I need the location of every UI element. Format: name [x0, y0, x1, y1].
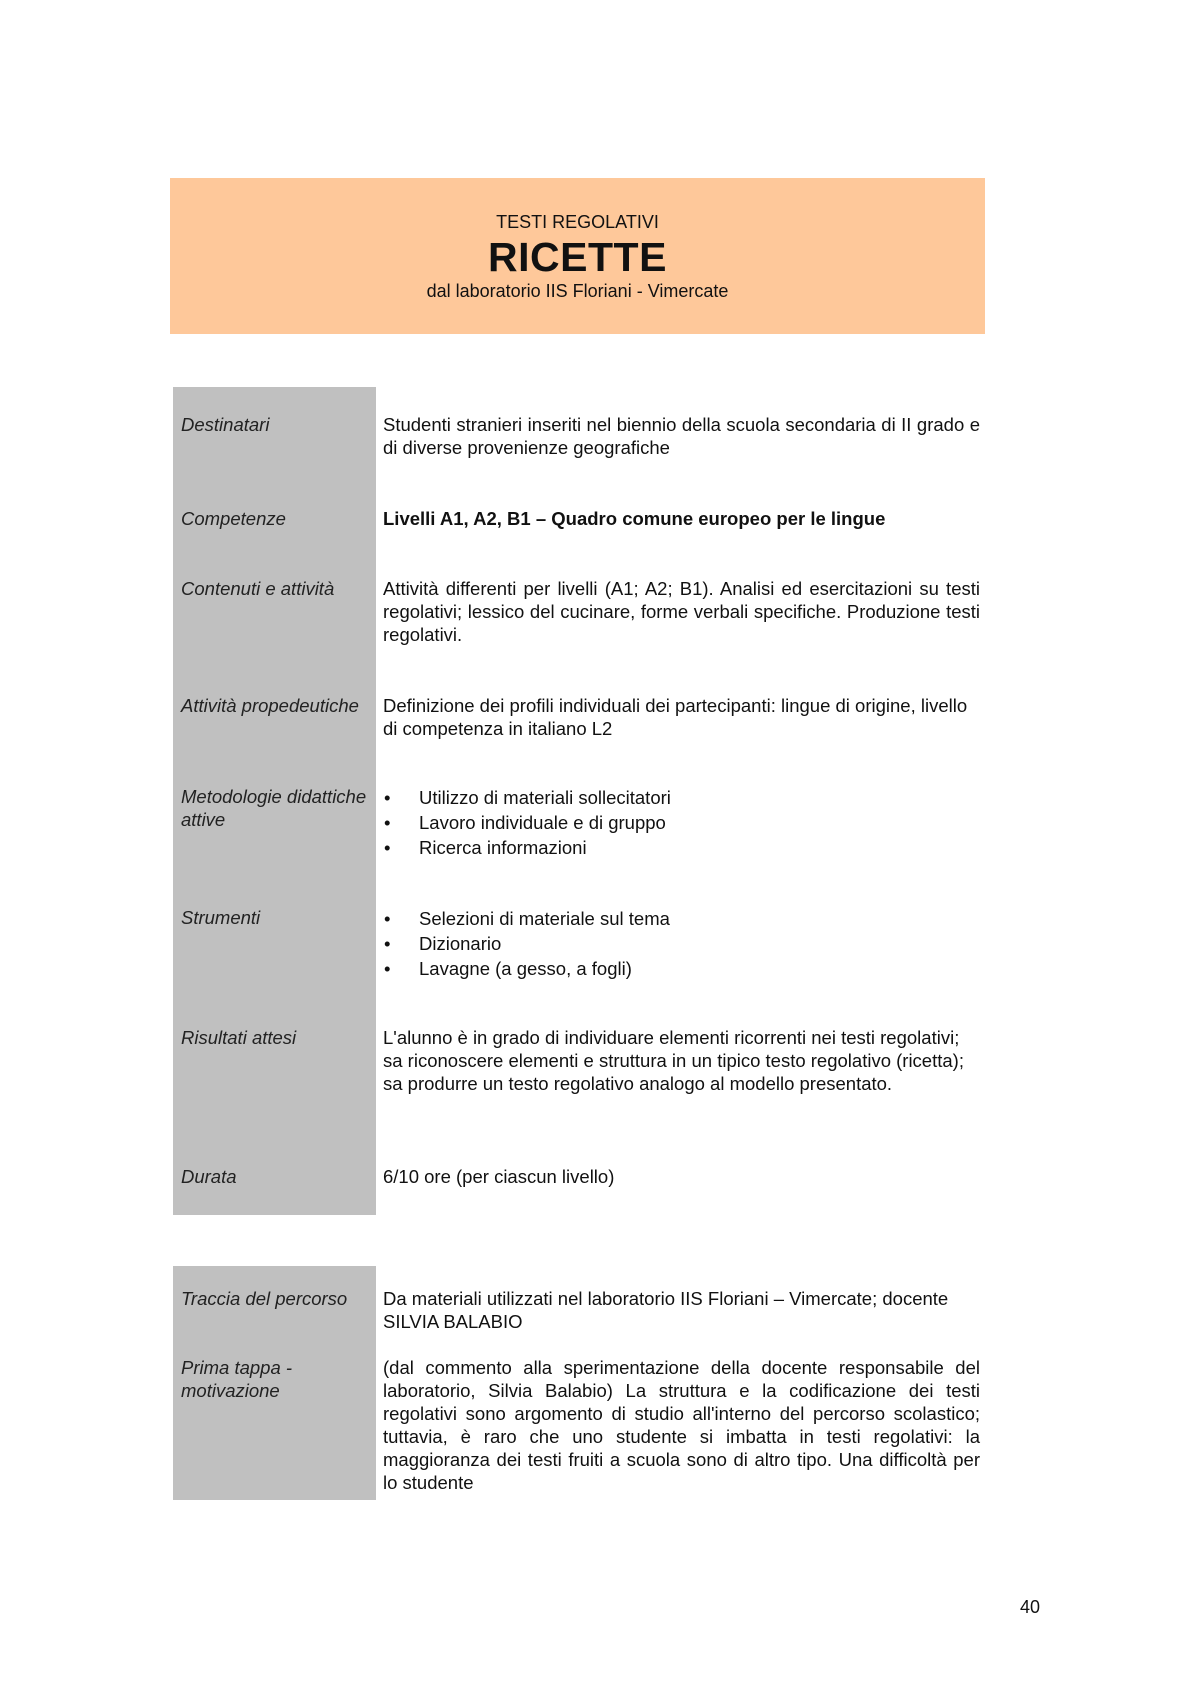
row-label: Destinatari [181, 414, 270, 435]
bullet-icon: • [384, 787, 391, 808]
bullet-list [383, 785, 980, 860]
list-item: • Dizionario [384, 933, 502, 954]
document-title: RICETTE [488, 234, 667, 280]
list-item: • Lavagne (a gesso, a fogli) [384, 958, 632, 979]
row-label: Traccia del percorso [181, 1288, 348, 1309]
row-label: Competenze [181, 508, 286, 529]
row-value: 6/10 ore (per ciascun livello) [383, 1166, 615, 1187]
row-label: Risultati attesi [181, 1027, 297, 1048]
row-value: Livelli A1, A2, B1 – Quadro comune europeo per le lingue [383, 508, 886, 529]
row-value: Studenti stranieri inseriti nel biennio della scuola secondaria di II grado e di diverse provenienze geografiche [383, 414, 980, 458]
row-label: Durata [181, 1166, 237, 1187]
list-item: • Utilizzo di materiali sollecitatori [384, 787, 671, 808]
list-item: • Lavoro individuale e di gruppo [384, 812, 666, 833]
page-number: 40 [1020, 1597, 1041, 1617]
bullet-icon: • [384, 908, 391, 929]
row-value: Definizione dei profili individuali dei partecipanti: lingue di origine, livello di competenza in italiano L2 [383, 695, 968, 739]
bullet-icon: • [384, 837, 391, 858]
row-label: Prima tappa - motivazione [181, 1357, 293, 1401]
row-value: (dal commento alla sperimentazione della docente responsabile del laboratorio, Silvia Balabio) La struttura e la codificazione dei testi regolativi sono argomento di studio all'interno del percorso scolastico; tuttavia, è raro che uno studente si imbatta in testi regolativi: la maggioranza dei testi fruiti a scuola sono di altro tipo. Una difficoltà per lo studente [383, 1357, 980, 1493]
row-label: Metodologie didattiche attive [181, 786, 367, 830]
document-subtitle: dal laboratorio IIS Floriani - Vimercate [426, 281, 729, 301]
bullet-icon: • [384, 933, 391, 954]
path-table [173, 1266, 985, 1500]
row-label: Strumenti [181, 907, 261, 928]
bullet-icon: • [384, 812, 391, 833]
title-banner [170, 178, 985, 334]
section-kicker: TESTI REGOLATIVI [496, 212, 659, 232]
info-table [173, 387, 985, 1215]
row-value: Attività differenti per livelli (A1; A2; B1). Analisi ed esercitazioni su testi regolativi; lessico del cucinare, forme verbali specifiche. Produzione testi regolativi. [383, 578, 980, 645]
row-value: L'alunno è in grado di individuare elementi ricorrenti nei testi regolativi; sa riconoscere elementi e struttura in un tipico testo regolativo (ricetta); sa produrre un testo regolativo analogo al modello presentato. [383, 1027, 964, 1094]
row-label: Contenuti e attività [181, 578, 335, 599]
bullet-list [383, 906, 980, 981]
row-label: Attività propedeutiche [181, 695, 359, 716]
list-item: • Ricerca informazioni [384, 837, 587, 858]
list-item: • Selezioni di materiale sul tema [384, 908, 670, 929]
bullet-icon: • [384, 958, 391, 979]
row-value: Da materiali utilizzati nel laboratorio IIS Floriani – Vimercate; docente SILVIA BALABIO [383, 1288, 949, 1332]
table-row-prima-tappa [173, 1356, 985, 1500]
